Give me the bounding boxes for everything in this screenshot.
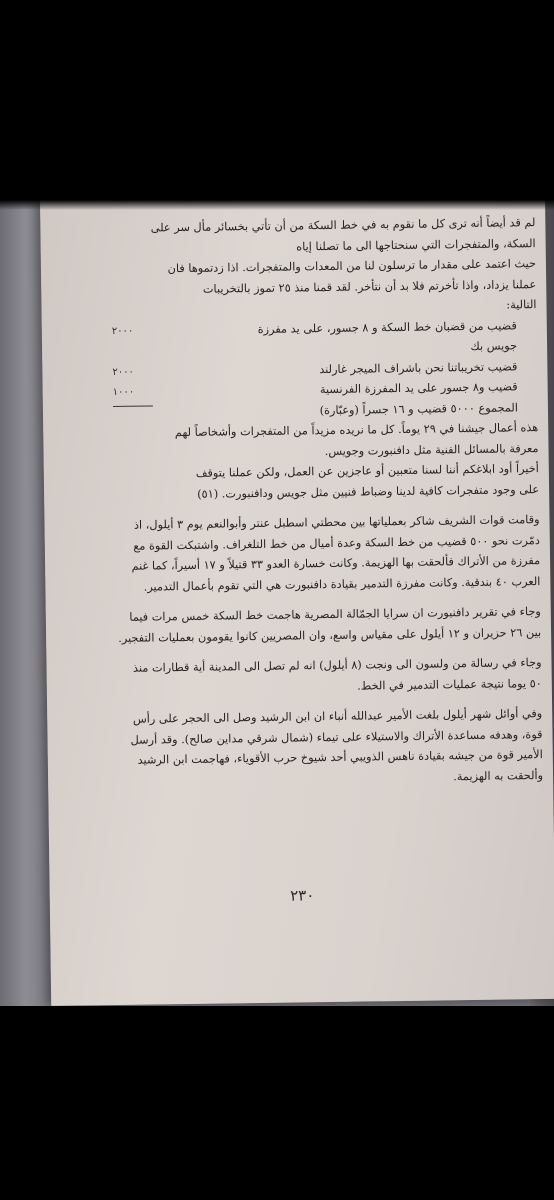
text-line: أخيراً أود ابلاغكم أننا لسنا متعبين أو عاجزين عن العمل، ولكن عملنا يتوقف — [195, 462, 539, 480]
text-line: العرب ٤٠ بندقية. وكانت مفرزة التدمير بقيادة دافنبورت هي التي تقوم بأعمال التدمير. — [143, 574, 541, 594]
sum-rule — [113, 405, 153, 407]
text-line: السكة، والمتفجرات التي سنحتاجها الى ما تصلنا إياه — [296, 236, 536, 253]
list-item-number: ٢٠٠٠ — [111, 325, 134, 337]
book-page — [40, 200, 554, 1006]
text-line: وجاء في تقرير دافنبورت ان سرايا الجمّالة المصرية هاجمت خط السكة خمس مرات فيما — [129, 605, 541, 624]
list-item-text: قضيب و٨ جسور على يد المفرزة الفرنسية — [319, 380, 518, 397]
text-line: عملنا يزداد، واذا تأخرتم فلا بد أن نتأخر. لقد قمنا منذ ٢٥ تموز بالتخريبات — [202, 277, 537, 296]
text-line: التالية: — [506, 298, 537, 312]
text-line: معرفة بالمسائل الفنية مثل دافنبورت وجويس. — [324, 441, 539, 458]
text-line: قوة، وهدفه مساعدة الأتراك والاستيلاء على تيماء (شمال شرقي مداين صالح). وقد أرسل — [130, 727, 543, 747]
text-line: وقامت قوات الشريف شاكر بعملياتها بين محطتي اسطبل عنتر وأبوالنعم يوم ٣ أيلول، اذ — [133, 513, 540, 532]
text-line: بين ٢٦ حزيران و ١٢ أيلول على مقياس واسع، وان المصريين كانوا يقومون بعمليات التفجير. — [118, 625, 542, 645]
sabotage-list — [72, 316, 538, 425]
text-line: وجاء في رسالة من ولسون الى ونجت (٨ أيلول) انه لم تصل الى المدينة أية قطارات منذ — [132, 656, 542, 675]
book-page-photo — [0, 200, 554, 1006]
list-item-text: جويس بك — [470, 339, 518, 354]
text-line: على وجود متفجرات كافية لدينا وضباط فنيين مثل جويس ودافنبورت. (٥١) — [197, 482, 540, 501]
text-line: مفرزة من الأتراك فألحقت بها الهزيمة. وكانت خسارة العدو ٣٣ قتيلاً و ١٧ أسيراً، كما غنم — [131, 554, 541, 573]
text-line: وفي أوائل شهر أيلول بلغت الأمير عبدالله أنباء ان ابن الرشيد وصل الى الحجر على رأس — [132, 707, 543, 726]
text-line: هذه أعمال جيشنا في ٢٩ يوماً. كل ما نريده مزيداً من المتفجرات وأشخاصاً لهم — [174, 421, 539, 440]
text-line: حيث اعتمد على مقدار ما ترسلون لنا من المعدات والمتفجرات. اذا زدتموها فان — [167, 257, 537, 276]
top-shadow — [0, 200, 554, 210]
list-item-number: ٢٠٠٠ — [112, 366, 134, 378]
list-item-number: ١٠٠٠ — [112, 386, 135, 399]
text-line: وألحقت به الهزيمة. — [453, 768, 544, 783]
page-text — [70, 213, 543, 792]
page-number: ٢٣٠ — [290, 886, 315, 905]
text-line: دمّرت نحو ٥٠٠ قضيب من خط السكة وعدة أميال من خط التلغراف. واشتبكت القوة مع — [133, 533, 540, 553]
list-item-text: قضيب من قضبان خط السكة و ٨ جسور، على يد مفرزة — [257, 318, 517, 336]
text-line: الأمير قوة من جيشه بقيادة ناهس الذويبي أحد شيوخ حرب الأقوياء، فهاجمت ابن الرشيد — [137, 748, 543, 767]
sum-text: المجموع ٥٠٠٠ قضيب و ١٦ جسراً (وعبّارة) — [319, 400, 519, 417]
text-line: لم قد أيضاً أنه ترى كل ما نقوم به في خط السكة من أن تأتي بخسائر مأل سر على — [150, 216, 536, 235]
text-line: ٥٠ يوما نتيجة عمليات التدمير في الخط. — [357, 676, 542, 693]
list-item-text: قضيب تخريباتنا نحن باشراف الميجر غارلند — [319, 359, 518, 376]
